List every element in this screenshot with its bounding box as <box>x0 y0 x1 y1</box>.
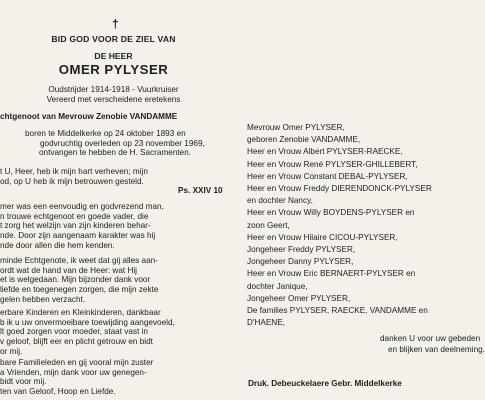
prayer-line: BID GOD VOOR DE ZIEL VAN <box>51 34 176 44</box>
psalm-quote <box>0 167 225 186</box>
printer-credit: Druk. Debeuckelaere Gebr. Middelkerke <box>248 379 402 388</box>
para1-line-3: t zorg het welzijn van zijn kinderen behar- <box>0 221 151 231</box>
deceased-name: OMER PYLYSER <box>58 62 169 77</box>
quote-line-2: od, op U heb ik mijn betrouwen gesteld. <box>0 176 144 186</box>
right-page <box>225 0 485 400</box>
para4-line-1: bare Familieleden en gij vooral mijn zuster <box>0 358 154 367</box>
closing-line: ten van Geloof, Hoop en Liefde. <box>0 387 116 396</box>
para2-line-5: gelen hebben verzacht. <box>0 294 86 304</box>
para1-line-5: nde door allen die hem kenden. <box>0 240 115 250</box>
thanks-block <box>380 333 485 355</box>
family-line: Heer en Vrouw Hilaire CICOU-PYLYSER, <box>247 232 398 242</box>
para3-line-3: lt goed zorgen voor moeder, staat vast in <box>0 327 148 337</box>
subtitle-block <box>26 85 201 104</box>
family-line: Heer en Vrouw Eric BERNAERT-PYLYSER en <box>247 269 416 279</box>
paragraph-children <box>0 308 225 357</box>
family-line: Jongeheer Freddy PYLYSER, <box>247 245 356 255</box>
family-line: Heer en Vrouw Constant DEBAL-PYLYSER, <box>247 171 408 181</box>
para2-line-1: minde Echtgenote, ik weet dat gij alles aan- <box>0 256 158 265</box>
paragraph-spouse <box>0 256 225 305</box>
family-list <box>247 122 447 329</box>
quote-line-1: t U, Heer, heb ik mijn hart verheven; mijn <box>0 167 148 176</box>
para3-line-2: b ik u uw onvermoeibare toewijding aangevoeld, <box>0 317 175 327</box>
cross-icon: † <box>112 17 119 31</box>
para2-line-3: et is welgedaan. Mijn bijzonder dank voor <box>0 275 151 285</box>
para2-line-4: liefde en toegenegen zorgen, die mijn zekte <box>0 285 159 295</box>
left-page <box>0 0 225 400</box>
subtitle-line-1: Oudstrijder 1914-1918 - Vuurkruiser <box>48 85 179 94</box>
birth-block <box>0 129 225 158</box>
de-heer-line: DE HEER <box>94 51 133 61</box>
para3-line-4: v geloof, blijft eer en plicht getrouw en bidt <box>0 337 153 347</box>
family-line: dochter Janique, <box>247 281 308 291</box>
birth-line-1: boren te Middelkerke op 24 oktober 1893 en <box>25 129 186 138</box>
paragraph-family <box>0 358 225 387</box>
subtitle-line-2: Vereerd met verscheidene eretekens <box>46 94 181 104</box>
family-line: Heer en Vrouw René PYLYSER-GHILLEBERT, <box>247 159 418 169</box>
family-line: De families PYLYSER, RAECKE, VANDAMME en <box>247 306 428 316</box>
birth-line-3: ontvangen te hebben de H. Sacramenten. <box>39 148 192 158</box>
family-line: Jongeheer Omer PYLYSER, <box>247 293 351 303</box>
para2-line-2: ordt wat de hand van de Heer: wat Hij <box>0 265 137 275</box>
para3-line-5: or mij. <box>0 346 23 356</box>
family-line: Heer en Vrouw Willy BOYDENS-PYLYSER en <box>247 208 415 218</box>
thanks-line-1: danken U voor uw gebeden <box>380 334 481 343</box>
para4-line-2: a Vrienden, mijn dank voor uw genegen- <box>0 367 147 377</box>
psalm-reference: Ps. XXIV 10 <box>178 186 223 195</box>
paragraph-character <box>0 202 225 251</box>
family-line: Heer en Vrouw Freddy DIERENDONCK-PYLYSER <box>247 184 432 194</box>
family-line: Heer en Vrouw Albert PYLYSER-RAECKE, <box>247 147 403 157</box>
family-line: zoon Geert, <box>247 220 290 230</box>
family-line: en dochter Nancy, <box>247 196 313 206</box>
para1-line-2: n trouwe echtgenoot en goede vader, die <box>0 211 149 221</box>
family-line: Jongeheer Danny PYLYSER, <box>247 257 354 267</box>
para4-line-3: bidt voor mij. <box>0 377 47 387</box>
para1-line-4: nde. Door zijn aangenaam karakter was hij <box>0 231 156 241</box>
para1-line-1: mer was een eenvoudig en godvrezend man, <box>0 202 164 211</box>
family-line: geboren Zenobie VANDAMME, <box>247 135 361 145</box>
thanks-line-2: en blijken van deelneming. <box>388 345 485 355</box>
birth-line-2: godvruchtig overleden op 23 november 1969, <box>40 138 205 148</box>
spouse-line: chtgenoot van Mevrouw Zenobie VANDAMME <box>0 112 178 121</box>
para3-line-1: erbare Kinderen en Kleinkinderen, dankbaar <box>0 308 161 317</box>
family-line: Mevrouw Omer PYLYSER, <box>247 123 345 132</box>
family-line: D'HAENE, <box>247 318 285 328</box>
